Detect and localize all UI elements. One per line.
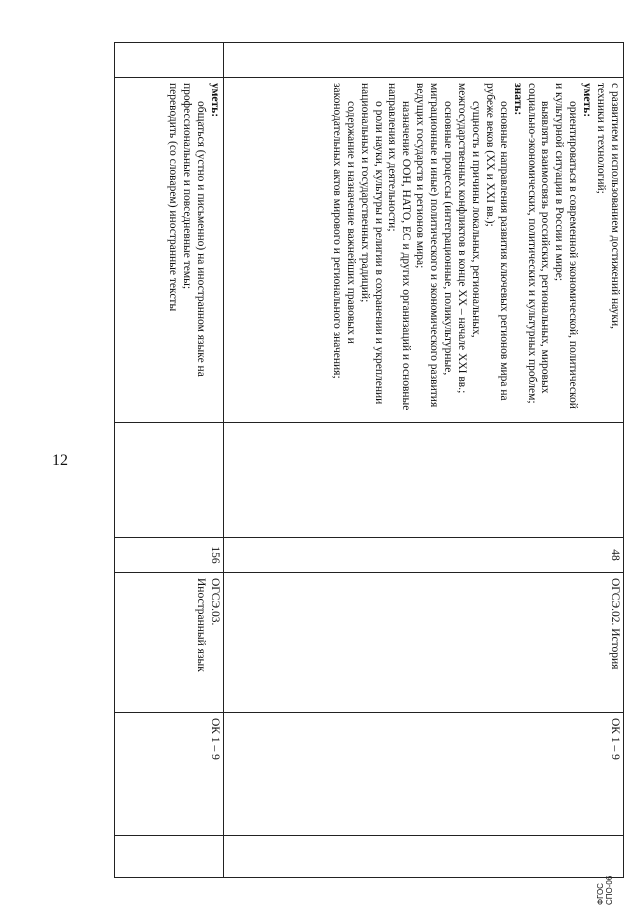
competency-cell: ОК 1 – 9 <box>224 713 624 836</box>
trailing-cell <box>115 836 224 878</box>
discipline-cell <box>115 573 224 713</box>
list-item: общаться (устно и письменно) на иностранном языке на профессиональные и повседневные темы; <box>181 83 208 377</box>
hours-cell: 48 <box>224 538 624 573</box>
umet-label: уметь: <box>209 83 221 118</box>
znat-label: знать: <box>511 83 524 116</box>
index-cell <box>224 43 624 78</box>
list-item: переводить (со словарем) иностранные тексты <box>167 83 180 312</box>
document-footer-code: ФГОС СПО-06 <box>596 875 614 905</box>
discipline-cell: ОГСЭ.02. История <box>224 573 624 713</box>
list-item: ориентироваться в современной экономической, политической и культурной ситуации в России и мире; <box>553 83 580 409</box>
trailing-cell <box>224 836 624 878</box>
list-item: о роли науки, культуры и религии в сохранении и укреплении национальных и государственных традиций; <box>358 83 385 405</box>
discipline-code: ОГСЭ.03. <box>209 578 221 626</box>
empty-cell <box>224 423 624 538</box>
intro-line: техники и технологий; <box>595 83 608 194</box>
list-item: основные направления развития ключевых регионов мира на рубеже веков (XX и XXI вв.); <box>483 83 510 401</box>
index-cell <box>115 43 224 78</box>
competency-cell: ОК 1 – 9 <box>115 713 224 836</box>
list-item: выявлять взаимосвязь российских, региональных, мировых социально-экономических, политических и культурных проблем; <box>525 83 552 404</box>
rotated-table-wrapper <box>114 42 624 842</box>
umet-label: уметь: <box>581 83 594 118</box>
list-item: сущность и причины локальных, региональных, межгосударственных конфликтов в конце XX – начале XXI вв.; <box>456 83 482 394</box>
intro-line: с развитием и использованием достижений науки, <box>609 83 621 330</box>
requirements-cell <box>115 78 224 423</box>
curriculum-table <box>114 42 624 878</box>
list-item: содержание и назначение важнейших правовых и законодательных актов мирового и регионального значения; <box>330 83 357 379</box>
list-item: назначение ООН, НАТО, ЕС и других организаций и основные направления их деятельности; <box>386 83 413 411</box>
discipline-name: Иностранный язык <box>195 578 208 672</box>
requirements-cell <box>224 78 624 423</box>
list-item: основные процессы (интеграционные, поликультурные, миграционные и иные) политического и экономического развития ведущих государств и регионов мира; <box>414 83 455 408</box>
table-row <box>115 43 224 878</box>
hours-cell: 156 <box>115 538 224 573</box>
page-number: 12 <box>52 452 68 469</box>
table-row <box>224 43 624 878</box>
empty-cell <box>115 423 224 538</box>
